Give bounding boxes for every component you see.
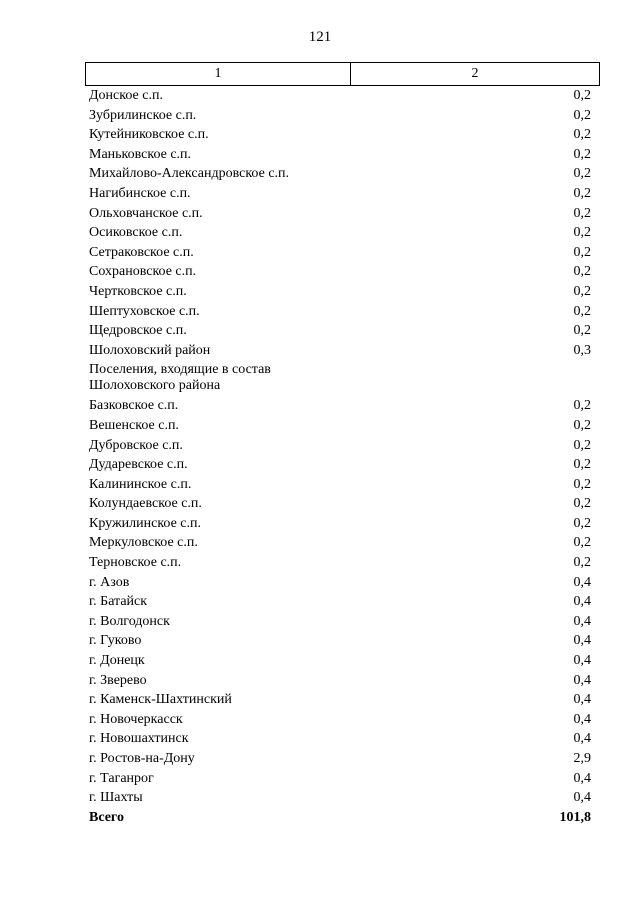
row-value: 0,3 <box>573 342 591 358</box>
row-name: Дударевское с.п. <box>89 457 188 473</box>
table-row <box>89 436 591 456</box>
page-number: 121 <box>308 29 332 45</box>
table-row <box>89 651 591 671</box>
row-value: 0,2 <box>573 225 591 241</box>
table-row <box>89 729 591 749</box>
total-label: Всего <box>89 809 124 825</box>
table-row <box>89 396 591 416</box>
row-value: 0,2 <box>573 283 591 299</box>
row-value: 0,2 <box>573 476 591 492</box>
row-value: 0,4 <box>573 711 591 727</box>
row-value: 0,2 <box>573 166 591 182</box>
row-name: Дубровское с.п. <box>89 437 183 453</box>
column-header-1: 1 <box>86 63 351 86</box>
table-row <box>89 475 591 495</box>
row-value: 0,4 <box>573 790 591 806</box>
table-row <box>89 86 591 106</box>
row-value: 0,4 <box>573 770 591 786</box>
total-value: 101,8 <box>559 809 591 825</box>
table-row <box>89 573 591 593</box>
row-name: г. Таганрог <box>89 770 154 786</box>
table-row <box>89 164 591 184</box>
table-row <box>89 553 591 573</box>
row-name: Сетраковское с.п. <box>89 244 194 260</box>
table-row <box>89 145 591 165</box>
row-value: 0,2 <box>573 146 591 162</box>
row-name: г. Волгодонск <box>89 613 170 629</box>
row-name: г. Азов <box>89 574 130 590</box>
table-row <box>89 710 591 730</box>
row-value: 0,4 <box>573 633 591 649</box>
table-row <box>89 769 591 789</box>
table-row <box>89 106 591 126</box>
row-value: 0,2 <box>573 398 591 414</box>
row-name: Щедровское с.п. <box>89 323 187 339</box>
row-value: 0,4 <box>573 653 591 669</box>
row-value: 0,4 <box>573 594 591 610</box>
row-value: 0,2 <box>573 555 591 571</box>
row-value: 0,4 <box>573 692 591 708</box>
row-value: 0,4 <box>573 613 591 629</box>
row-name: Сохрановское с.п. <box>89 264 197 280</box>
column-header-2: 2 <box>351 63 600 86</box>
row-value: 0,2 <box>573 496 591 512</box>
row-name: Зубрилинское с.п. <box>89 107 197 123</box>
row-value: 0,2 <box>573 264 591 280</box>
row-name: г. Гуково <box>89 633 142 649</box>
table-row <box>89 341 591 361</box>
row-name: г. Донецк <box>89 653 145 669</box>
row-value: 0,2 <box>573 205 591 221</box>
table-row <box>89 184 591 204</box>
row-name: г. Шахты <box>89 790 143 806</box>
total-row <box>89 808 591 828</box>
row-value: 0,2 <box>573 88 591 103</box>
table-row <box>89 494 591 514</box>
table-body <box>89 86 591 827</box>
table-row <box>89 321 591 341</box>
row-name: г. Ростов-на-Дону <box>89 751 195 766</box>
table-row <box>89 262 591 282</box>
row-value: 0,4 <box>573 574 591 590</box>
row-name: Базковское с.п. <box>89 398 179 414</box>
row-name: Маньковское с.п. <box>89 146 192 162</box>
table-row <box>89 360 591 396</box>
row-name: Шептуховское с.п. <box>89 303 200 319</box>
row-name: Михайлово-Александровское с.п. <box>89 166 290 182</box>
table-row <box>89 416 591 436</box>
table-row <box>89 125 591 145</box>
row-name: Колундаевское с.п. <box>89 496 202 512</box>
table-row <box>89 612 591 632</box>
table-row <box>89 204 591 224</box>
row-name: Меркуловское с.п. <box>89 535 198 551</box>
row-value: 0,4 <box>573 731 591 747</box>
row-name: Кутейниковское с.п. <box>89 127 209 143</box>
table-row <box>89 282 591 302</box>
row-name: Вешенское с.п. <box>89 417 179 433</box>
table-row <box>89 243 591 263</box>
row-value: 0,2 <box>573 127 591 143</box>
table-row <box>89 533 591 553</box>
row-value: 0,2 <box>573 107 591 123</box>
row-name: Донское с.п. <box>89 88 163 103</box>
table-row <box>89 455 591 475</box>
row-value: 0,2 <box>573 303 591 319</box>
row-name: г. Каменск-Шахтинский <box>89 692 232 708</box>
table-row <box>89 631 591 651</box>
row-name: Поселения, входящие в состав Шолоховского района <box>89 362 271 394</box>
row-name: Осиковское с.п. <box>89 225 183 241</box>
row-name: Шолоховский район <box>89 342 211 358</box>
row-value: 0,2 <box>573 323 591 339</box>
row-name: г. Батайск <box>89 594 148 610</box>
row-name: г. Зверево <box>89 672 147 688</box>
row-value: 2,9 <box>573 751 591 766</box>
row-value: 0,2 <box>573 535 591 551</box>
row-name: Терновское с.п. <box>89 555 182 571</box>
table-row <box>89 592 591 612</box>
row-value: 0,2 <box>573 185 591 201</box>
row-value: 0,2 <box>573 457 591 473</box>
row-name: Чертковское с.п. <box>89 283 187 299</box>
row-name: Ольховчанское с.п. <box>89 205 203 221</box>
row-value: 0,4 <box>573 672 591 688</box>
table-row <box>89 690 591 710</box>
row-name: г. Новочеркасск <box>89 711 183 727</box>
table-row <box>89 223 591 243</box>
table-row <box>89 749 591 769</box>
row-value: 0,2 <box>573 244 591 260</box>
table-row <box>89 302 591 322</box>
row-name: Кружилинское с.п. <box>89 515 201 531</box>
row-value: 0,2 <box>573 437 591 453</box>
table-header <box>85 62 600 86</box>
row-value: 0,2 <box>573 515 591 531</box>
row-name: Калининское с.п. <box>89 476 192 492</box>
row-value: 0,2 <box>573 417 591 433</box>
table-row <box>89 788 591 808</box>
table-row <box>89 671 591 691</box>
row-name: г. Новошахтинск <box>89 731 189 747</box>
row-name: Нагибинское с.п. <box>89 185 191 201</box>
table-row <box>89 514 591 534</box>
